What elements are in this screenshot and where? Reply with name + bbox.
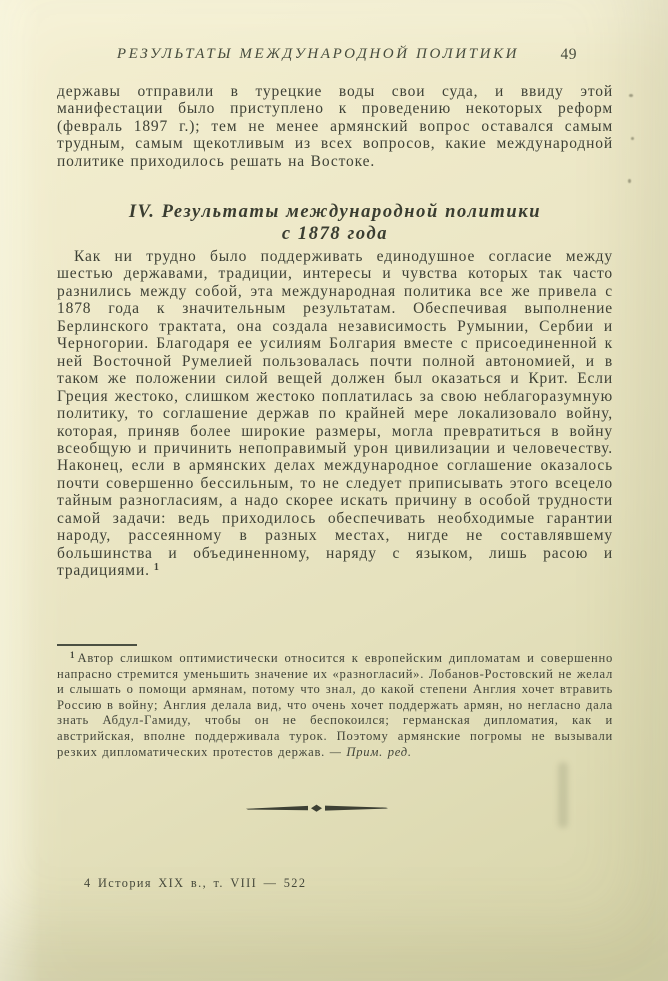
main-paragraph-text: Как ни трудно было поддерживать единодушное согласие между шестью державами, традиции, интересы и чувства которых так часто разнились между собой, эта международная политика все же привела с 1878 года к значительным результатам. Обеспечивая выполнение Берлинского трактата, она создала независимость Румынии, Сербии и Черногории. Благодаря ее усилиям Болгария вместе с присоединенной к ней Восточной Румелией пользовалась почти полной автономией, и в таком же положении силой вещей должен был оказаться и Крит. Если Греция жестоко, слишком жестоко поплатилась за свою неблагоразумную политику, то соглашение держав по крайней мере локализовало войну, которая, приняв более широкие размеры, могла превратиться в войну всеобщую и причинить непоправимый урон цивилизации и человечеству. Наконец, если в армянских делах международное соглашение оказалось почти совершенно бессильным, то не следует приписывать этого всецело тайным разногласиям, а надо скорее искать причину в особой трудности самой задачи: ведь приходилось обеспечивать необходимые гарантии народу, рассеянному в разных местах, нигде не составлявшему большинства и объединенному, наряду с языком, лишь расою и традициями. [57, 248, 613, 580]
page-header [57, 46, 613, 68]
scan-artifact-speck [628, 179, 631, 183]
main-paragraph [57, 248, 613, 580]
scan-artifact-speck [631, 137, 634, 140]
footnote-editor-note: — Прим. ред. [329, 744, 412, 759]
scan-artifact-smudge [558, 762, 568, 828]
footnote-reference: 1 [153, 562, 159, 574]
footnote [57, 651, 613, 760]
scan-artifact-speck [629, 94, 633, 97]
printers-signature-mark: 4 История XIX в., т. VIII — 522 [84, 876, 307, 890]
footnote-separator-rule [57, 644, 137, 646]
page-number: 49 [560, 46, 577, 63]
running-title: РЕЗУЛЬТАТЫ МЕЖДУНАРОДНОЙ ПОЛИТИКИ [116, 46, 520, 62]
section-heading [57, 202, 613, 245]
section-heading-line1: IV. Результаты международной политики [128, 202, 542, 222]
footnote-marker: 1 [70, 650, 75, 660]
continuation-paragraph: державы отправили в турецкие воды свои суда, и ввиду этой манифестации было приступлено к проведению некоторых реформ (февраль 1897 г.); тем не менее армянский вопрос оставался самым трудным, самым щекотливым из всех вопросов, какие международной политике приходилось решать на Востоке. [57, 83, 613, 170]
swelled-rule-divider-icon [246, 802, 388, 815]
footnote-text: Автор слишком оптимистически относится к европейским дипломатам и совершенно напрасно стремится уменьшить значение их «разногласий». Лобанов-Ростовский не желал и слышать о помощи армянам, потому что знал, до какой степени Англия хочет втравить Россию в войну; Англия делала вид, что очень хочет поддержать армян, но негласно дала знать Абдул-Гамиду, чтобы он не беспокоился; германская дипломатия, как и австрийская, вполне поддерживала турок. Поэтому армянские погромы не вызывали резких дипломатических протестов держав. [57, 651, 613, 759]
section-heading-line2: с 1878 года [281, 223, 389, 244]
